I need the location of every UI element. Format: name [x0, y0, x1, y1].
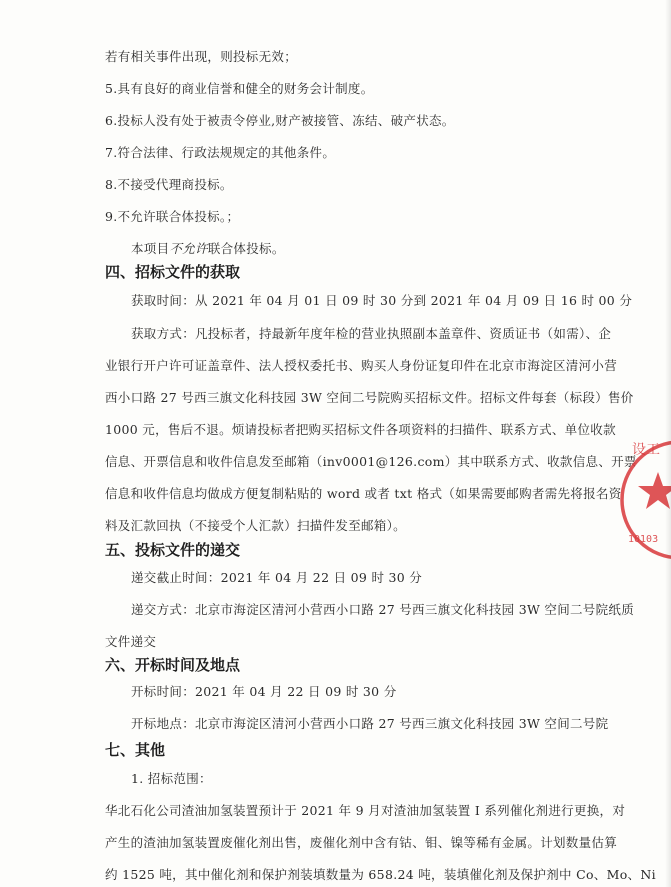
text-line: 获取时间：从 2021 年 04 月 01 日 09 时 30 分到 2021 年 04 月 09 日 16 时 00 分 — [131, 293, 633, 308]
section-heading: 四、招标文件的获取 — [105, 263, 241, 281]
text-line: 8.不接受代理商投标。 — [105, 177, 233, 192]
text-fragment: 本项目 — [131, 241, 170, 256]
section-heading: 七、其他 — [105, 741, 166, 759]
italic-text: 不允许 — [169, 241, 208, 256]
text-line: 开标地点：北京市海淀区清河小营西小口路 27 号西三旗文化科技园 3W 空间二号院 — [131, 716, 609, 731]
text-line: 7.符合法律、行政法规规定的其他条件。 — [105, 145, 336, 160]
company-seal — [618, 430, 671, 570]
text-line: 5.具有良好的商业信誉和健全的财务会计制度。 — [105, 81, 374, 96]
section-heading: 五、投标文件的递交 — [105, 541, 241, 559]
text-line: 信息和收件信息均做成方便复制粘贴的 word 或者 txt 格式（如果需要邮购者需先将报名资 — [105, 486, 622, 501]
text-line: 开标时间：2021 年 04 月 22 日 09 时 30 分 — [131, 684, 397, 699]
seal-text-top: 设工 — [632, 442, 660, 458]
text-line: 9.不允许联合体投标。； — [105, 209, 240, 224]
text-line: 6.投标人没有处于被责令停业,财产被接管、冻结、破产状态。 — [105, 113, 455, 128]
text-line: 业银行开户许可证盖章件、法人授权委托书、购买人身份证复印件在北京市海淀区清河小营 — [105, 358, 618, 373]
text-line: 递交截止时间：2021 年 04 月 22 日 09 时 30 分 — [131, 570, 423, 585]
text-line: 获取方式：凡投标者，持最新年度年检的营业执照副本盖章件、资质证书（如需）、企 — [131, 326, 612, 341]
text-line: 文件递交 — [105, 634, 157, 649]
seal-code: 10103 — [628, 534, 659, 545]
text-fragment: 联合体投标。 — [207, 241, 285, 256]
text-line — [131, 241, 285, 257]
text-line: 1. 招标范围： — [131, 771, 212, 786]
text-line: 料及汇款回执（不接受个人汇款）扫描件发至邮箱）。 — [105, 518, 406, 533]
page-edge-shadow — [665, 0, 671, 887]
section-heading: 六、开标时间及地点 — [105, 656, 241, 674]
text-line: 信息、开票信息和收件信息发至邮箱（inv0001@126.com）其中联系方式、收款信息、开票 — [105, 454, 637, 469]
text-line: 1000 元，售后不退。烦请投标者把购买招标文件各项资料的扫描件、联系方式、单位收款 — [105, 422, 616, 437]
text-line: 递交方式：北京市海淀区清河小营西小口路 27 号西三旗文化科技园 3W 空间二号院纸质 — [131, 602, 635, 617]
text-line: 西小口路 27 号西三旗文化科技园 3W 空间二号院购买招标文件。招标文件每套（标段）售价 — [105, 390, 634, 405]
text-line: 产生的渣油加氢装置废催化剂出售，废催化剂中含有钴、钼、镍等稀有金属。计划数量估算 — [105, 835, 618, 850]
text-line: 约 1525 吨，其中催化剂和保护剂装填数量为 658.24 吨，装填催化剂及保护剂中 Co、Mo、Ni — [105, 867, 656, 882]
text-line: 华北石化公司渣油加氢装置预计于 2021 年 9 月对渣油加氢装置 I 系列催化剂进行更换，对 — [105, 803, 626, 818]
text-line: 若有相关事件出现，则投标无效； — [105, 49, 298, 64]
